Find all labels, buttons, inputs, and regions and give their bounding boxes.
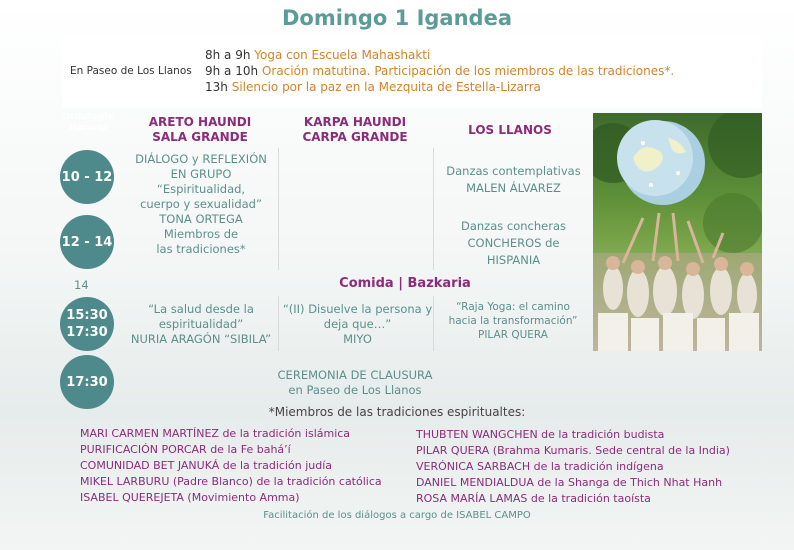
session-line: EN GRUPO: [170, 167, 232, 181]
lunch-label: Comida | Bazkaria: [339, 276, 471, 291]
schedule-item: [205, 63, 674, 79]
schedule-time: 9h a 10h: [205, 64, 259, 78]
lunch-hour: 14: [74, 278, 89, 292]
members-list-right: [416, 427, 730, 507]
time-slot-label: 15:30: [66, 308, 108, 323]
session-line: “Espiritualidad,: [156, 182, 246, 196]
member-item: ISABEL QUEREJETA (Movimiento Amma): [80, 491, 300, 504]
morning-schedule: [205, 47, 674, 95]
member-item: VERÓNICA SARBACH de la tradición indígena: [416, 460, 664, 473]
column-divider: [433, 148, 434, 270]
time-slot-12-14: [60, 215, 114, 269]
time-header: [58, 112, 118, 134]
member-item: MIKEL LARBURU (Padre Blanco) de la tradición católica: [80, 475, 382, 488]
time-slot-label: 17:30: [66, 374, 108, 390]
schedule-activity: Oración matutina. Participación de los miembros de las tradiciones*.: [261, 64, 675, 78]
session-line: cuerpo y sexualidad”: [140, 197, 262, 211]
session-line: Danzas concheras: [460, 219, 567, 233]
member-item: PILAR QUERA (Brahma Kumaris. Sede central de la India): [416, 444, 730, 457]
time-header-eu: Ordutegia: [62, 112, 114, 122]
llanos-session-2: [436, 218, 591, 269]
photo-illustration: [593, 113, 762, 351]
schedule-activity: Yoga con Escuela Mahashakti: [254, 48, 431, 62]
column-header-llanos: [435, 123, 585, 138]
time-header-es: Horario: [69, 123, 107, 133]
column-header-line: ARETO HAUNDI: [148, 115, 252, 129]
members-title: *Miembros de las tradiciones espiritualtes:: [268, 405, 526, 419]
members-list-left: [80, 426, 382, 506]
schedule-activity: Silencio por la paz en la Mezquita de Estella-Lizarra: [231, 80, 541, 94]
schedule-item: [205, 79, 674, 95]
sala-morning-session: [122, 152, 280, 257]
time-slot-1730: [60, 355, 114, 409]
column-header-line: KARPA HAUNDI: [303, 115, 407, 129]
llanos-afternoon-session: [434, 300, 592, 342]
member-item: MARI CARMEN MARTÍNEZ de la tradición islámica: [80, 427, 351, 440]
member-item: ROSA MARÍA LAMAS de la tradición taoísta: [416, 492, 651, 505]
footer-note: Facilitación de los diálogos a cargo de ISABEL CAMPO: [263, 510, 531, 521]
session-line: HISPANIA: [486, 253, 541, 267]
session-line: MIYO: [343, 332, 372, 346]
llanos-session-1: [436, 163, 591, 197]
member-item: THUBTEN WANGCHEN de la tradición budista: [416, 428, 665, 441]
session-line: en Paseo de Los Llanos: [288, 383, 422, 397]
column-header-line: SALA GRANDE: [152, 130, 248, 144]
session-line: hacia la transformación”: [448, 315, 578, 327]
session-line: NURIA ARAGÓN “SIBILA”: [130, 332, 272, 346]
member-item: COMUNIDAD BET JANUKÁ de la tradición judía: [80, 459, 332, 472]
column-header-line: LOS LLANOS: [468, 123, 552, 137]
time-slot-1530-1730: [60, 297, 114, 351]
sala-afternoon-session: [122, 302, 280, 347]
time-slot-label: 17:30: [66, 325, 108, 340]
column-header-sala: [130, 115, 270, 145]
session-line: Miembros de: [163, 227, 239, 241]
schedule-item: [205, 47, 674, 63]
session-line: espiritualidad”: [158, 317, 244, 331]
session-line: DIÁLOGO y REFLEXIÓN: [135, 152, 267, 166]
session-line: “Raja Yoga: el camino: [456, 301, 570, 313]
session-line: las tradiciones*: [156, 242, 246, 256]
session-line: Danzas contemplativas: [446, 164, 581, 178]
session-line: “La salud desde la: [148, 302, 254, 316]
member-item: DANIEL MENDIALDUA de la Shanga de Thich Nhat Hanh: [416, 476, 723, 489]
column-header-carpa: [285, 115, 425, 145]
time-slot-10-12: [60, 150, 114, 204]
closing-ceremony: [240, 368, 470, 398]
page-title: Domingo 1 Igandea: [282, 6, 512, 30]
carpa-afternoon-session: [280, 302, 435, 347]
session-line: PILAR QUERA: [478, 329, 548, 341]
session-line: CEREMONIA DE CLAUSURA: [277, 368, 433, 382]
column-header-line: CARPA GRANDE: [302, 130, 408, 144]
schedule-time: 8h a 9h: [205, 48, 251, 62]
morning-place: En Paseo de Los Llanos: [70, 65, 192, 77]
session-line: deja que…”: [323, 317, 392, 331]
people-globe-photo: [593, 113, 762, 351]
session-line: TONA ORTEGA: [159, 212, 243, 226]
time-slot-label: 12 - 14: [61, 234, 113, 250]
session-line: CONCHEROS de: [467, 236, 560, 250]
schedule-time: 13h: [205, 80, 228, 94]
time-slot-label: 10 - 12: [61, 169, 113, 185]
session-line: “(II) Disuelve la persona y: [282, 302, 433, 316]
session-line: MALEN ÁLVAREZ: [466, 181, 561, 195]
member-item: PURIFICACIÓN PORCAR de la Fe bahá’í: [80, 443, 291, 456]
